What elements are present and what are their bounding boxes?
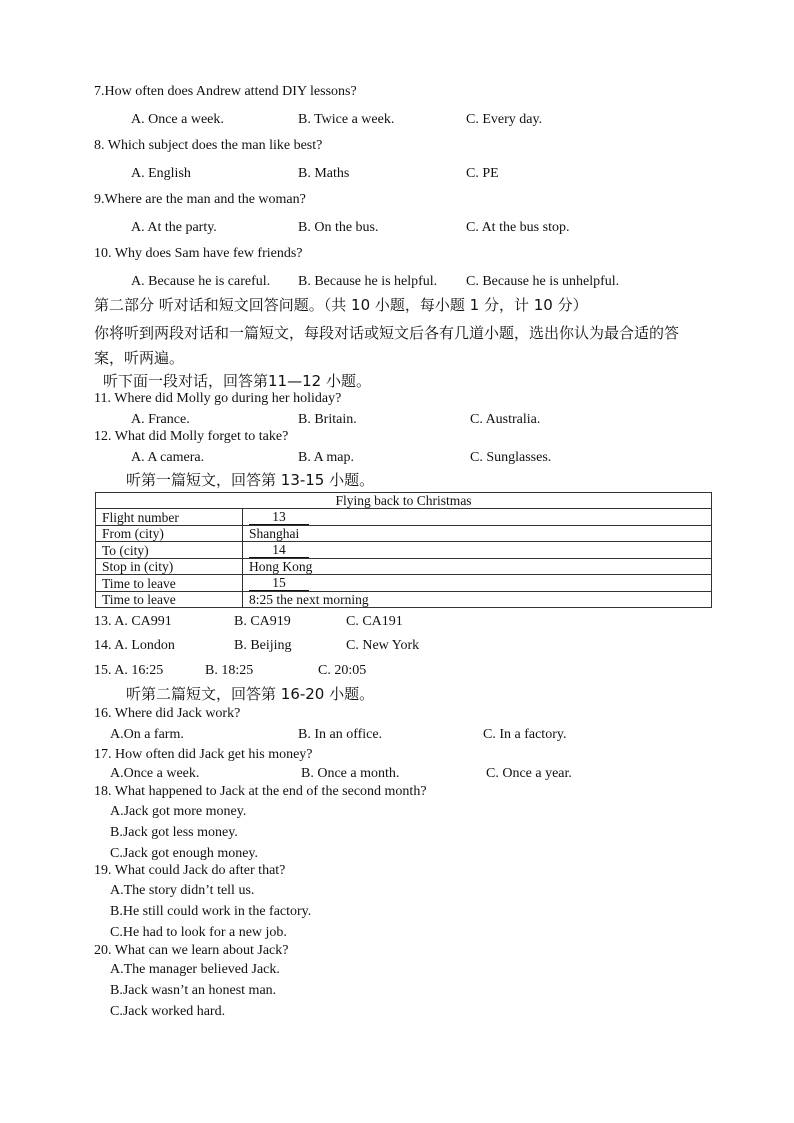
question-18-option-c[interactable]: C.Jack got enough money.	[110, 846, 259, 861]
question-9-stem: 9.Where are the man and the woman?	[94, 192, 306, 207]
table-label: From (city)	[96, 526, 243, 542]
table-caption: Flying back to Christmas	[96, 493, 712, 509]
question-14-option-c[interactable]: C. New York	[346, 638, 420, 653]
question-16-stem: 16. Where did Jack work?	[94, 706, 241, 721]
question-9-option-c[interactable]: C. At the bus stop.	[466, 220, 570, 235]
question-8-stem: 8. Which subject does the man like best?	[94, 138, 323, 153]
table-row	[96, 526, 712, 542]
passage-2-instruction: 听第二篇短文，回答第 16-20 小题。	[126, 685, 375, 703]
question-7-option-c[interactable]: C. Every day.	[466, 112, 543, 127]
flight-info-table	[95, 492, 712, 608]
question-11-option-a[interactable]: A. France.	[131, 412, 190, 427]
question-17-option-c[interactable]: C. Once a year.	[486, 766, 572, 781]
question-9-option-a[interactable]: A. At the party.	[131, 220, 217, 235]
answer-blank[interactable]: 14	[249, 543, 309, 558]
question-19-option-c[interactable]: C.He had to look for a new job.	[110, 925, 287, 940]
table-value: Shanghai	[243, 526, 712, 542]
question-17-option-b[interactable]: B. Once a month.	[301, 766, 400, 781]
question-18-option-b[interactable]: B.Jack got less money.	[110, 825, 238, 840]
question-12-option-b[interactable]: B. A map.	[298, 450, 355, 465]
question-10-stem: 10. Why does Sam have few friends?	[94, 246, 303, 261]
question-14-option-b[interactable]: B. Beijing	[234, 638, 292, 653]
question-15-option-c[interactable]: C. 20:05	[318, 663, 367, 678]
question-13-option-b[interactable]: B. CA919	[234, 614, 291, 629]
section-2-intro-line-2: 案，听两遍。	[94, 349, 185, 367]
question-12-option-c[interactable]: C. Sunglasses.	[470, 450, 552, 465]
answer-blank[interactable]: 13	[249, 510, 309, 525]
table-value	[243, 509, 712, 526]
table-label: Time to leave	[96, 592, 243, 608]
table-row	[96, 575, 712, 592]
table-label: Time to leave	[96, 575, 243, 592]
question-7-option-a[interactable]: A. Once a week.	[131, 112, 224, 127]
question-20-option-c[interactable]: C.Jack worked hard.	[110, 1004, 226, 1019]
question-7-option-b[interactable]: B. Twice a week.	[298, 112, 395, 127]
question-8-option-b[interactable]: B. Maths	[298, 166, 350, 181]
question-19-option-b[interactable]: B.He still could work in the factory.	[110, 904, 312, 919]
question-19-stem: 19. What could Jack do after that?	[94, 863, 286, 878]
table-row	[96, 542, 712, 559]
question-13-option-a[interactable]: 13. A. CA991	[94, 614, 172, 629]
table-value: Hong Kong	[243, 559, 712, 575]
table-row	[96, 509, 712, 526]
question-10-option-b[interactable]: B. Because he is helpful.	[298, 274, 438, 289]
table-row	[96, 592, 712, 608]
question-17-option-a[interactable]: A.Once a week.	[110, 766, 200, 781]
question-19-option-a[interactable]: A.The story didn’t tell us.	[110, 883, 255, 898]
question-12-option-a[interactable]: A. A camera.	[131, 450, 205, 465]
question-11-option-b[interactable]: B. Britain.	[298, 412, 357, 427]
question-16-option-a[interactable]: A.On a farm.	[110, 727, 184, 742]
question-14-option-a[interactable]: 14. A. London	[94, 638, 175, 653]
question-16-option-b[interactable]: B. In an office.	[298, 727, 383, 742]
table-value: 8:25 the next morning	[243, 592, 712, 608]
question-11-option-c[interactable]: C. Australia.	[470, 412, 541, 427]
question-20-option-b[interactable]: B.Jack wasn’t an honest man.	[110, 983, 277, 998]
question-10-option-c[interactable]: C. Because he is unhelpful.	[466, 274, 620, 289]
passage-1-instruction: 听第一篇短文，回答第 13-15 小题。	[126, 471, 375, 489]
table-value	[243, 542, 712, 559]
question-16-option-c[interactable]: C. In a factory.	[483, 727, 567, 742]
answer-blank[interactable]: 15	[249, 576, 309, 591]
question-20-stem: 20. What can we learn about Jack?	[94, 943, 289, 958]
question-8-option-a[interactable]: A. English	[131, 166, 191, 181]
question-12-stem: 12. What did Molly forget to take?	[94, 429, 289, 444]
question-10-option-a[interactable]: A. Because he is careful.	[131, 274, 271, 289]
question-13-option-c[interactable]: C. CA191	[346, 614, 403, 629]
question-8-option-c[interactable]: C. PE	[466, 166, 499, 181]
question-17-stem: 17. How often did Jack get his money?	[94, 747, 313, 762]
section-2-heading: 第二部分 听对话和短文回答问题。（共 10 小题，每小题 1 分，计 10 分）	[94, 296, 588, 314]
dialogue-instruction: 听下面一段对话，回答第11—12 小题。	[103, 372, 371, 390]
question-18-stem: 18. What happened to Jack at the end of the second month?	[94, 784, 427, 799]
question-20-option-a[interactable]: A.The manager believed Jack.	[110, 962, 280, 977]
question-9-option-b[interactable]: B. On the bus.	[298, 220, 379, 235]
table-label: Flight number	[96, 509, 243, 526]
table-value	[243, 575, 712, 592]
question-18-option-a[interactable]: A.Jack got more money.	[110, 804, 247, 819]
table-label: Stop in (city)	[96, 559, 243, 575]
table-label: To (city)	[96, 542, 243, 559]
question-11-stem: 11. Where did Molly go during her holiday?	[94, 391, 342, 406]
question-7-stem: 7.How often does Andrew attend DIY lessons?	[94, 84, 357, 99]
question-15-option-a[interactable]: 15. A. 16:25	[94, 663, 164, 678]
question-15-option-b[interactable]: B. 18:25	[205, 663, 254, 678]
section-2-intro-line-1: 你将听到两段对话和一篇短文，每段对话或短文后各有几道小题，选出你认为最合适的答	[94, 324, 680, 342]
table-row	[96, 559, 712, 575]
